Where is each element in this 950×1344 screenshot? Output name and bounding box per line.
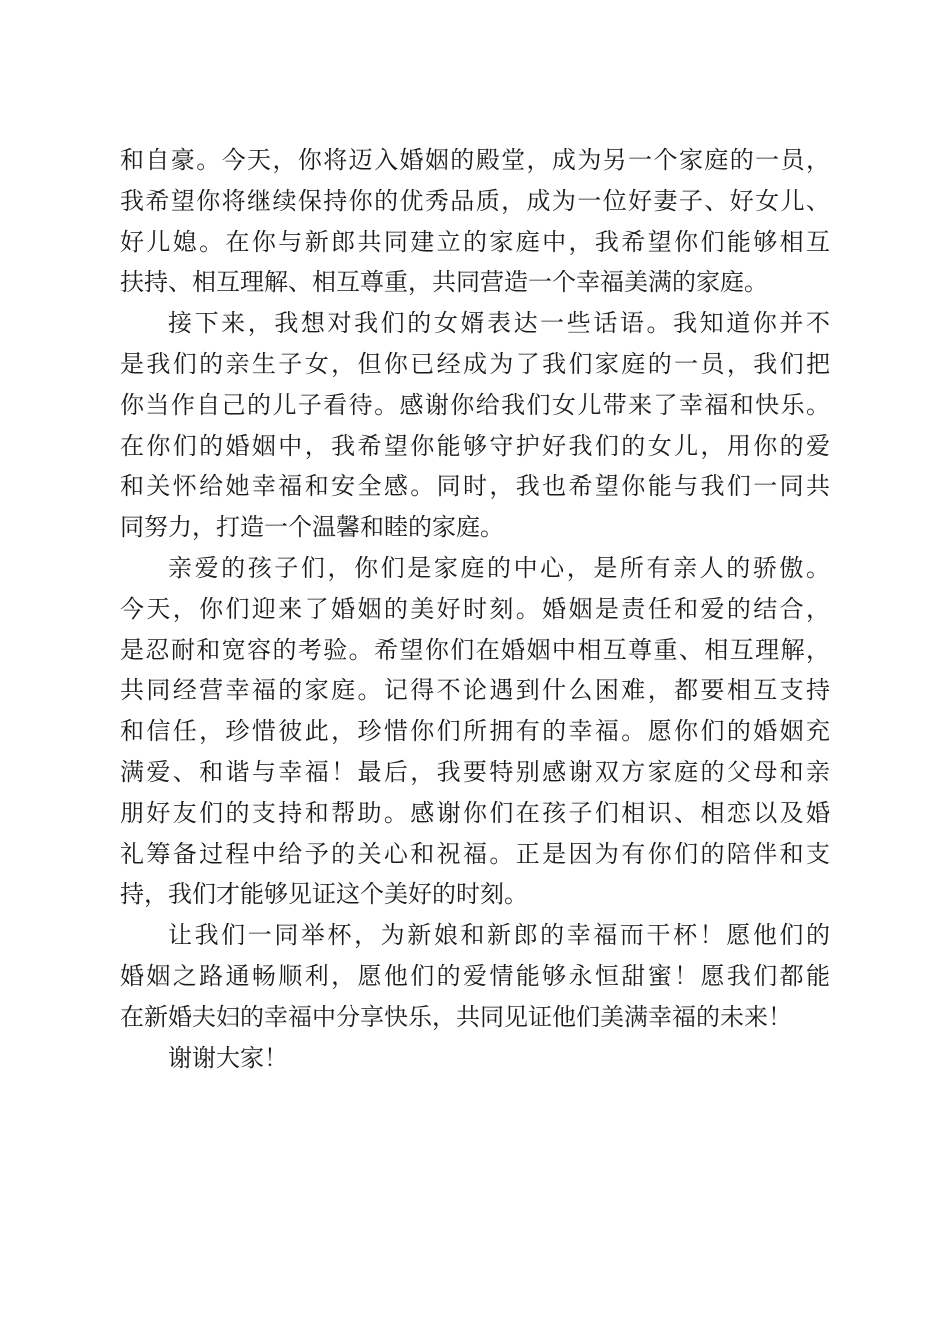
text-line: 让我们一同举杯，为新娘和新郎的幸福而干杯！愿他们的 [168, 921, 830, 950]
text-line: 是忍耐和宽容的考验。希望你们在婚姻中相互尊重、相互理解， [120, 635, 830, 664]
text-line: 礼筹备过程中给予的关心和祝福。正是因为有你们的陪伴和支 [120, 839, 830, 868]
text-line: 满爱、和谐与幸福！最后，我要特别感谢双方家庭的父母和亲 [120, 757, 830, 786]
document-body [120, 140, 830, 1078]
text-line: 和关怀给她幸福和安全感。同时，我也希望你能与我们一同共 [120, 472, 830, 501]
text-line: 持，我们才能够见证这个美好的时刻。 [120, 880, 528, 909]
text-line: 婚姻之路通畅顺利，愿他们的爱情能够永恒甜蜜！愿我们都能 [120, 961, 830, 990]
text-line: 亲爱的孩子们，你们是家庭的中心，是所有亲人的骄傲。 [168, 553, 830, 582]
text-line: 你当作自己的儿子看待。感谢你给我们女儿带来了幸福和快乐。 [120, 390, 830, 419]
text-line: 好儿媳。在你与新郎共同建立的家庭中，我希望你们能够相互 [120, 227, 830, 256]
paragraph [120, 915, 830, 1037]
text-line: 是我们的亲生子女，但你已经成为了我们家庭的一员，我们把 [120, 349, 830, 378]
text-line: 扶持、相互理解、相互尊重，共同营造一个幸福美满的家庭。 [120, 268, 768, 297]
text-line: 同努力，打造一个温馨和睦的家庭。 [120, 513, 504, 542]
text-line: 在你们的婚姻中，我希望你能够守护好我们的女儿，用你的爱 [120, 431, 830, 460]
text-line: 和自豪。今天，你将迈入婚姻的殿堂，成为另一个家庭的一员， [120, 146, 830, 174]
text-line: 共同经营幸福的家庭。记得不论遇到什么困难，都要相互支持 [120, 676, 830, 705]
paragraph [120, 140, 830, 303]
text-line: 接下来，我想对我们的女婿表达一些话语。我知道你并不 [168, 309, 830, 338]
paragraph [120, 1038, 830, 1079]
text-line: 和信任，珍惜彼此，珍惜你们所拥有的幸福。愿你们的婚姻充 [120, 717, 830, 746]
paragraph [120, 548, 830, 915]
text-line: 朋好友们的支持和帮助。感谢你们在孩子们相识、相恋以及婚 [120, 798, 830, 827]
text-line: 在新婚夫妇的幸福中分享快乐，共同见证他们美满幸福的未来！ [120, 1002, 792, 1031]
text-line: 谢谢大家！ [168, 1043, 288, 1072]
text-line: 我希望你将继续保持你的优秀品质，成为一位好妻子、好女儿、 [120, 186, 830, 215]
paragraph [120, 303, 830, 548]
text-line: 今天，你们迎来了婚姻的美好时刻。婚姻是责任和爱的结合， [120, 594, 830, 623]
